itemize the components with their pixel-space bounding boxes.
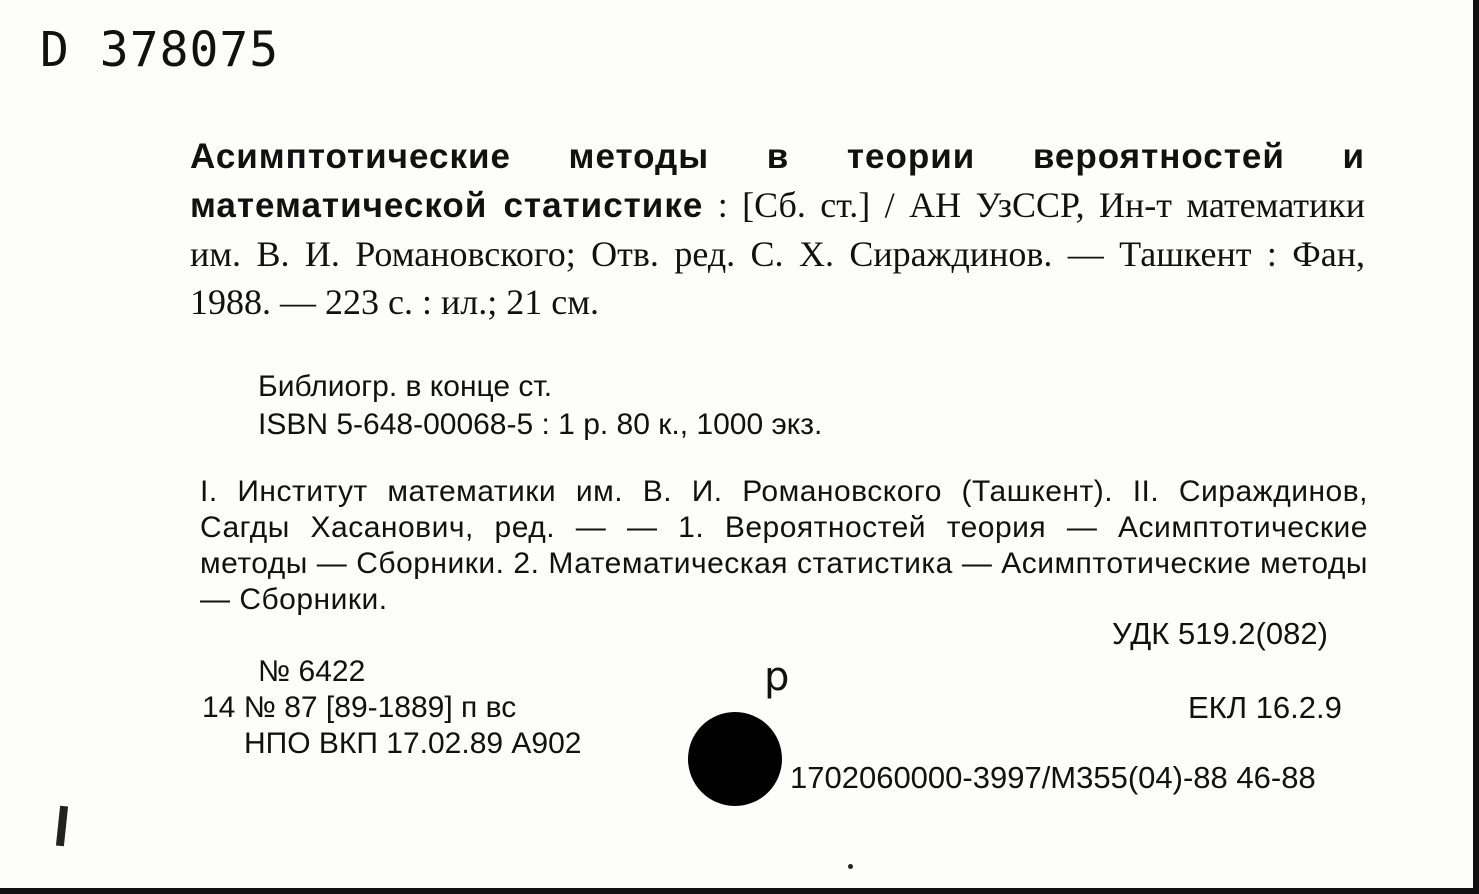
pencil-mark (56, 806, 68, 847)
publication-code: 1702060000-3997/М355(04)-88 46-88 (790, 760, 1316, 795)
udk-code: УДК 519.2(082) (1112, 616, 1328, 651)
entry-description: : [Сб. ст.] / АН УзССР, Ин-т математики им. В. И. Романовского; Отв. ред. С. Х. Сираждинов. — Ташкент : Фан, 1988. — 223 с. : ил.; 21 см. (190, 185, 1365, 322)
isbn-line: ISBN 5-648-00068-5 : 1 р. 80 к., 1000 экз. (258, 408, 823, 441)
stats-line-1: № 6422 (258, 655, 366, 688)
entry-title: Асимптотические методы в теории вероятностей и математической статистике (190, 137, 1365, 225)
main-entry (190, 132, 1365, 326)
notes-block (258, 368, 822, 444)
ekl-code: ЕКЛ 16.2.9 (1188, 690, 1342, 725)
registration-stats (202, 654, 581, 762)
punch-hole (688, 712, 782, 806)
handwritten-mark: р (764, 654, 790, 700)
card-number: D 378075 (40, 22, 280, 78)
subject-headings: I. Институт математики им. В. И. Романовского (Ташкент). II. Сираждинов, Сагды Хасанович, ред. — — 1. Вероятностей теория — Асимптотические методы — Сборники. 2. Математическая статистика — Асимптотические методы — Сборники. (200, 475, 1368, 616)
ink-speck (848, 864, 853, 869)
stats-line-3: НПО ВКП 17.02.89 А902 (244, 727, 582, 760)
stats-line-2: 14 № 87 [89-1889] п вс (202, 691, 517, 724)
bibliography-note: Библиогр. в конце ст. (258, 370, 553, 403)
